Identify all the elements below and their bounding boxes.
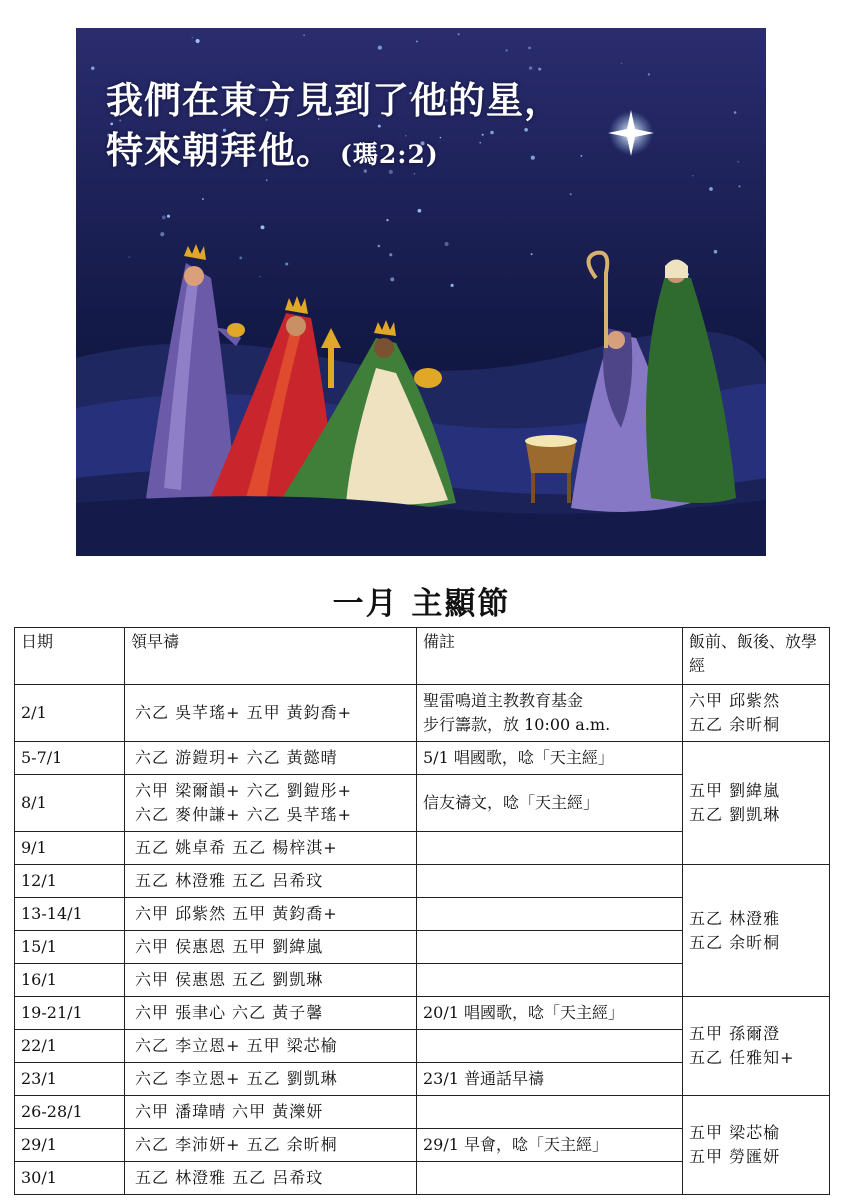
cell-grace <box>683 685 830 742</box>
cell-date: 15/1 <box>15 931 125 964</box>
cell-note <box>417 865 683 898</box>
cell-lead: 六乙 游鎧玥+ 六乙 黃懿晴 <box>125 742 417 775</box>
verse-line-1: 我們在東方見到了他的星， <box>106 79 562 122</box>
cell-date: 16/1 <box>15 964 125 997</box>
cell-date: 23/1 <box>15 1063 125 1096</box>
cell-note <box>417 1030 683 1063</box>
sky-star <box>709 187 713 191</box>
sky-star <box>160 232 164 236</box>
sky-star <box>128 256 129 257</box>
cell-grace-group <box>683 865 830 997</box>
sky-star <box>529 66 532 69</box>
sky-star <box>445 242 449 246</box>
cell-date: 29/1 <box>15 1129 125 1162</box>
table-row <box>15 997 830 1030</box>
sky-star <box>259 276 260 277</box>
cell-lead: 六甲 邱紫然 五甲 黃鈞喬+ <box>125 898 417 931</box>
sky-star <box>570 193 572 195</box>
sky-star <box>621 63 623 65</box>
sky-star <box>737 161 738 162</box>
cell-date: 30/1 <box>15 1162 125 1195</box>
sky-star <box>202 198 204 200</box>
cell-lead: 六乙 李立恩+ 五甲 梁芯榆 <box>125 1030 417 1063</box>
cell-note <box>417 931 683 964</box>
header-grace: 飯前、飯後、放學經 <box>683 628 830 685</box>
sky-star <box>457 33 459 35</box>
cell-date: 12/1 <box>15 865 125 898</box>
sky-star <box>167 215 170 218</box>
verse-line-2-text: 特來朝拜他。 <box>106 129 334 172</box>
header-lead: 領早禱 <box>125 628 417 685</box>
table-header-row <box>15 628 830 685</box>
sky-star <box>378 45 382 49</box>
verse-reference: (瑪2:2) <box>340 140 439 169</box>
sky-star <box>714 250 718 254</box>
sky-star <box>418 209 422 213</box>
cell-grace-group <box>683 997 830 1096</box>
cell-lead: 六乙 吳芊瑤+ 五甲 黃鈞喬+ <box>125 685 417 742</box>
cell-date: 5-7/1 <box>15 742 125 775</box>
lead-line: 六甲 梁爾韻+ 六乙 劉鎧彤+ <box>135 781 353 800</box>
cell-note <box>417 898 683 931</box>
sky-star <box>192 37 193 38</box>
cell-lead: 六甲 侯惠恩 五乙 劉凱琳 <box>125 964 417 997</box>
cell-date: 9/1 <box>15 832 125 865</box>
cell-date: 26-28/1 <box>15 1096 125 1129</box>
sky-star <box>734 111 737 114</box>
sky-star <box>162 215 166 219</box>
cell-lead: 六乙 李立恩+ 五乙 劉凱琳 <box>125 1063 417 1096</box>
header-note: 備註 <box>417 628 683 685</box>
grace-line: 五乙 任雅知+ <box>689 1048 795 1067</box>
cell-lead: 六乙 李沛妍+ 五乙 余昕桐 <box>125 1129 417 1162</box>
cell-note <box>417 964 683 997</box>
sky-star <box>303 35 304 36</box>
cell-grace-group <box>683 1096 830 1195</box>
sky-star <box>580 155 582 157</box>
grace-line: 六甲 邱紫然 <box>689 691 781 710</box>
epiphany-banner <box>76 28 766 556</box>
cell-note: 信友禱文，唸「天主經」 <box>417 775 683 832</box>
grace-line: 五乙 林澄雅 <box>689 908 781 928</box>
cell-lead: 五乙 林澄雅 五乙 呂希玟 <box>125 865 417 898</box>
cell-note: 29/1 早會，唸「天主經」 <box>417 1129 683 1162</box>
note-line: 步行籌款，放 10:00 a.m. <box>423 715 611 734</box>
sky-star <box>261 225 265 229</box>
sky-star <box>450 284 453 287</box>
cell-lead: 六甲 潘瑋晴 六甲 黃濼妍 <box>125 1096 417 1129</box>
sky-star <box>531 253 533 255</box>
sky-star <box>377 245 380 248</box>
grace-line: 五甲 劉緯嵐 <box>689 781 781 800</box>
table-row <box>15 685 830 742</box>
sky-star <box>390 277 394 281</box>
cell-date: 19-21/1 <box>15 997 125 1030</box>
grace-line: 五乙 余昕桐 <box>689 932 781 952</box>
grace-line: 五甲 孫爾澄 <box>689 1024 781 1043</box>
cell-lead: 六甲 張聿心 六乙 黃子馨 <box>125 997 417 1030</box>
cell-lead: 六甲 侯惠恩 五甲 劉緯嵐 <box>125 931 417 964</box>
cell-note <box>417 1096 683 1129</box>
grace-line: 五甲 梁芯榆 <box>689 1123 781 1142</box>
prayer-schedule-table <box>14 627 830 1195</box>
cell-date: 2/1 <box>15 685 125 742</box>
cell-note: 5/1 唱國歌，唸「天主經」 <box>417 742 683 775</box>
cell-lead: 五乙 林澄雅 五乙 呂希玟 <box>125 1162 417 1195</box>
table-row <box>15 1096 830 1129</box>
cell-lead: 五乙 姚卓希 五乙 楊梓淇+ <box>125 832 417 865</box>
cell-date: 22/1 <box>15 1030 125 1063</box>
sky-star <box>386 219 388 221</box>
sky-star <box>416 40 418 42</box>
verse-line-2 <box>106 126 562 180</box>
sky-star <box>648 73 650 75</box>
sky-star <box>285 262 288 265</box>
cell-date: 13-14/1 <box>15 898 125 931</box>
grace-line: 五甲 勞匯妍 <box>689 1147 781 1166</box>
cell-lead <box>125 775 417 832</box>
cell-grace-group <box>683 742 830 865</box>
grace-line: 五乙 劉凱琳 <box>689 805 781 824</box>
header-date: 日期 <box>15 628 125 685</box>
sky-star <box>738 185 740 187</box>
cell-note: 20/1 唱國歌，唸「天主經」 <box>417 997 683 1030</box>
sky-star <box>505 49 508 52</box>
sky-star <box>91 66 94 69</box>
sky-star <box>389 253 392 256</box>
sky-star <box>528 47 531 50</box>
note-line: 聖雷鳴道主教教育基金 <box>423 691 584 710</box>
cell-note <box>417 832 683 865</box>
sky-star <box>196 39 200 43</box>
cell-note <box>417 685 683 742</box>
table-row <box>15 865 830 898</box>
sky-star <box>538 68 541 71</box>
cell-note: 23/1 普通話早禱 <box>417 1063 683 1096</box>
cell-note <box>417 1162 683 1195</box>
table-row <box>15 742 830 775</box>
sky-star <box>239 257 242 260</box>
page-title: 一月 主顯節 <box>332 586 511 622</box>
sky-star <box>692 175 693 176</box>
lead-line: 六乙 麥仲謙+ 六乙 吳芊瑤+ <box>135 805 353 824</box>
grace-line: 五乙 余昕桐 <box>689 715 781 734</box>
bible-verse <box>106 76 562 180</box>
cell-date: 8/1 <box>15 775 125 832</box>
